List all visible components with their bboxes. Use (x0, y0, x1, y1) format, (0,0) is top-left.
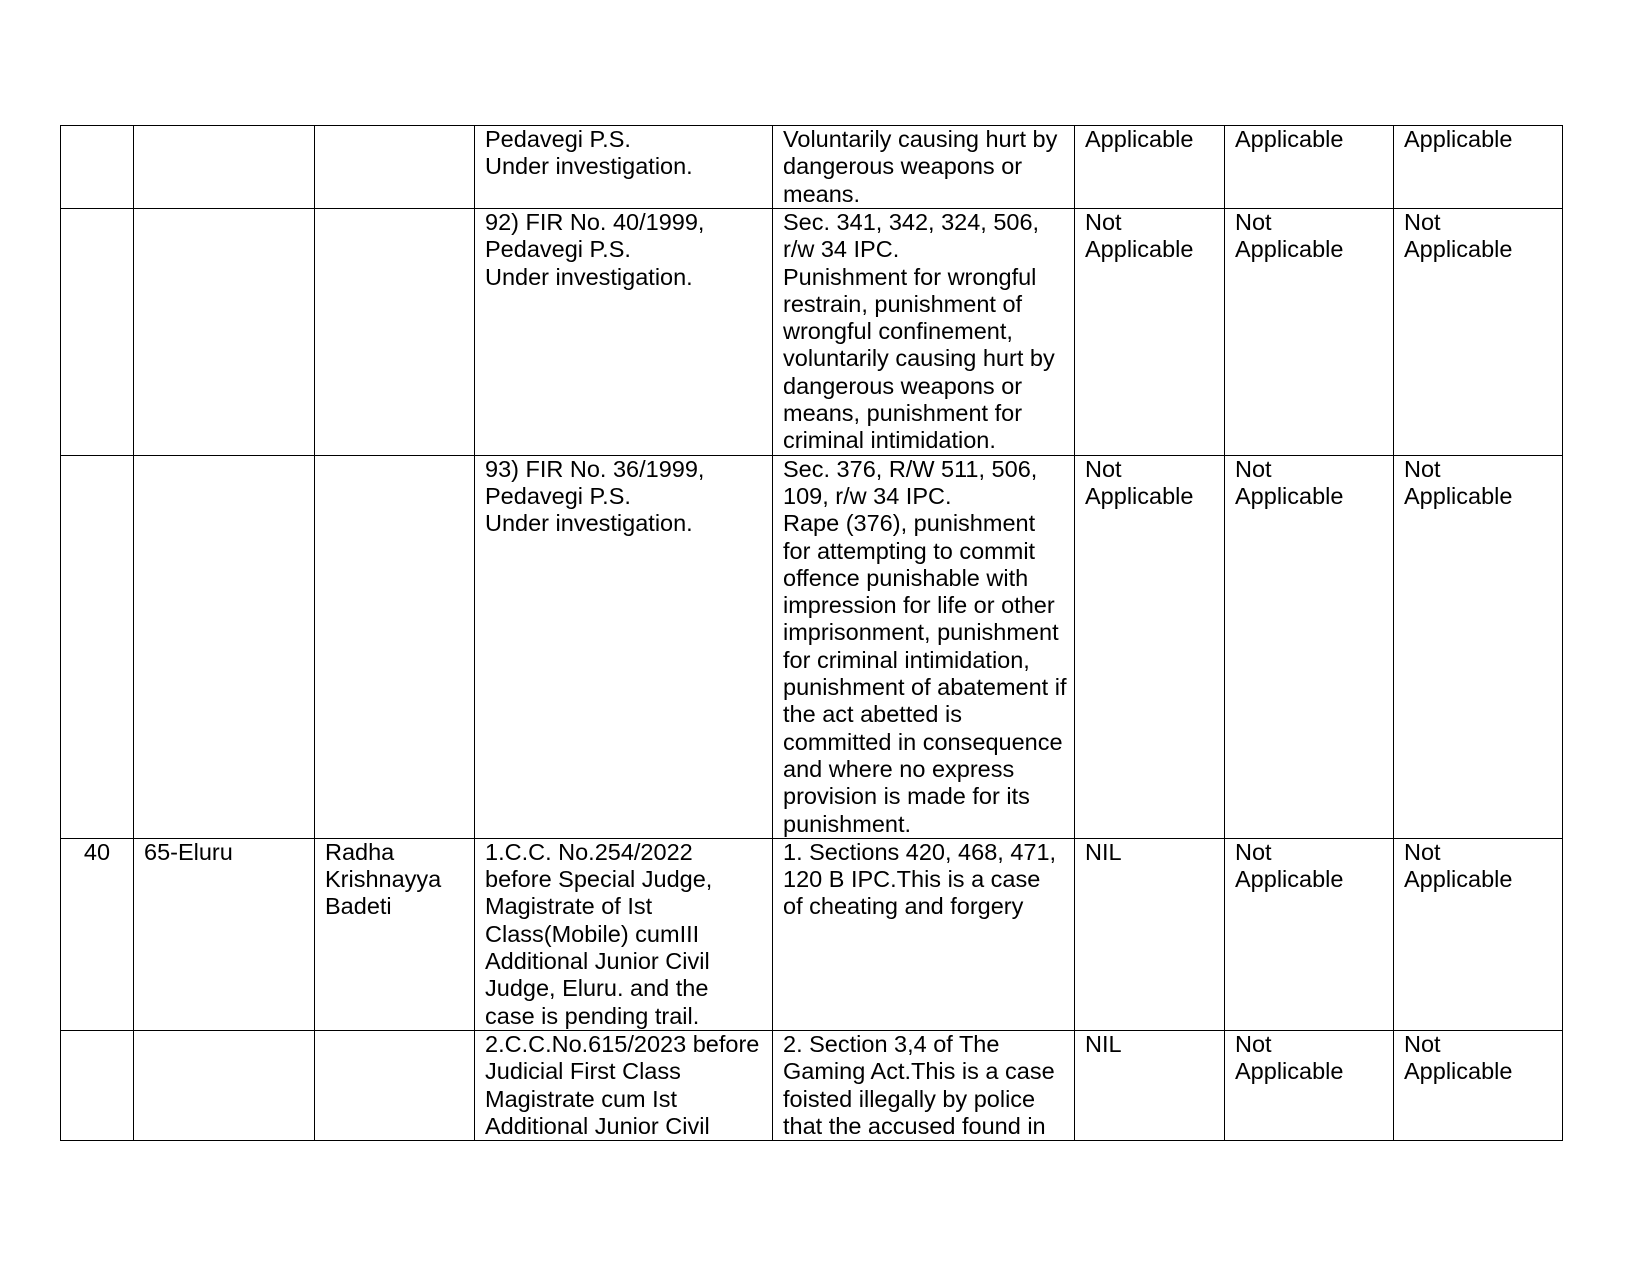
table-row (61, 126, 1563, 209)
candidate-cell (315, 455, 475, 838)
constituency-cell: 65-Eluru (134, 838, 315, 1030)
candidate-cell (315, 126, 475, 209)
sections-cell: 2. Section 3,4 of The Gaming Act.This is a case foisted illegally by police that the accused found in (773, 1030, 1075, 1140)
sections-cell: Sec. 376, R/W 511, 506, 109, r/w 34 IPC. Rape (376), punishment for attempting to commit offence punishable with impression for life or other imprisonment, punishment for criminal intimidation, punishment of abatement if the act abetted is committed in consequence and where no express provision is made for its punishment. (773, 455, 1075, 838)
case-table (60, 125, 1563, 1141)
status-cell-1: Not Applicable (1075, 209, 1225, 456)
case-details-cell: Pedavegi P.S. Under investigation. (475, 126, 773, 209)
candidate-cell: Radha Krishnayya Badeti (315, 838, 475, 1030)
status-cell-1: Applicable (1075, 126, 1225, 209)
constituency-cell (134, 126, 315, 209)
case-details-cell: 2.C.C.No.615/2023 before Judicial First Class Magistrate cum Ist Additional Junior Civil (475, 1030, 773, 1140)
status-cell-3: Applicable (1394, 126, 1563, 209)
status-cell-1: Not Applicable (1075, 455, 1225, 838)
candidate-cell (315, 1030, 475, 1140)
status-cell-3: Not Applicable (1394, 1030, 1563, 1140)
status-cell-2: Applicable (1225, 126, 1394, 209)
serial-number-cell (61, 1030, 134, 1140)
status-cell-2: Not Applicable (1225, 455, 1394, 838)
serial-number-cell: 40 (61, 838, 134, 1030)
sections-cell: Voluntarily causing hurt by dangerous weapons or means. (773, 126, 1075, 209)
status-cell-3: Not Applicable (1394, 209, 1563, 456)
sections-cell: Sec. 341, 342, 324, 506, r/w 34 IPC. Punishment for wrongful restrain, punishment of wrongful confinement, voluntarily causing hurt by dangerous weapons or means, punishment for criminal intimidation. (773, 209, 1075, 456)
status-cell-1: NIL (1075, 1030, 1225, 1140)
serial-number-cell (61, 126, 134, 209)
serial-number-cell (61, 455, 134, 838)
case-details-cell: 1.C.C. No.254/2022 before Special Judge, Magistrate of Ist Class(Mobile) cumIII Additional Junior Civil Judge, Eluru. and the case is pending trail. (475, 838, 773, 1030)
status-cell-3: Not Applicable (1394, 455, 1563, 838)
candidate-cell (315, 209, 475, 456)
case-details-cell: 92) FIR No. 40/1999, Pedavegi P.S. Under investigation. (475, 209, 773, 456)
sections-cell: 1. Sections 420, 468, 471, 120 B IPC.This is a case of cheating and forgery (773, 838, 1075, 1030)
case-details-cell: 93) FIR No. 36/1999, Pedavegi P.S. Under investigation. (475, 455, 773, 838)
status-cell-1: NIL (1075, 838, 1225, 1030)
status-cell-2: Not Applicable (1225, 209, 1394, 456)
constituency-cell (134, 455, 315, 838)
table-row (61, 1030, 1563, 1140)
constituency-cell (134, 209, 315, 456)
table-row (61, 455, 1563, 838)
constituency-cell (134, 1030, 315, 1140)
table-row (61, 209, 1563, 456)
serial-number-cell (61, 209, 134, 456)
status-cell-2: Not Applicable (1225, 838, 1394, 1030)
status-cell-3: Not Applicable (1394, 838, 1563, 1030)
table-row (61, 838, 1563, 1030)
status-cell-2: Not Applicable (1225, 1030, 1394, 1140)
